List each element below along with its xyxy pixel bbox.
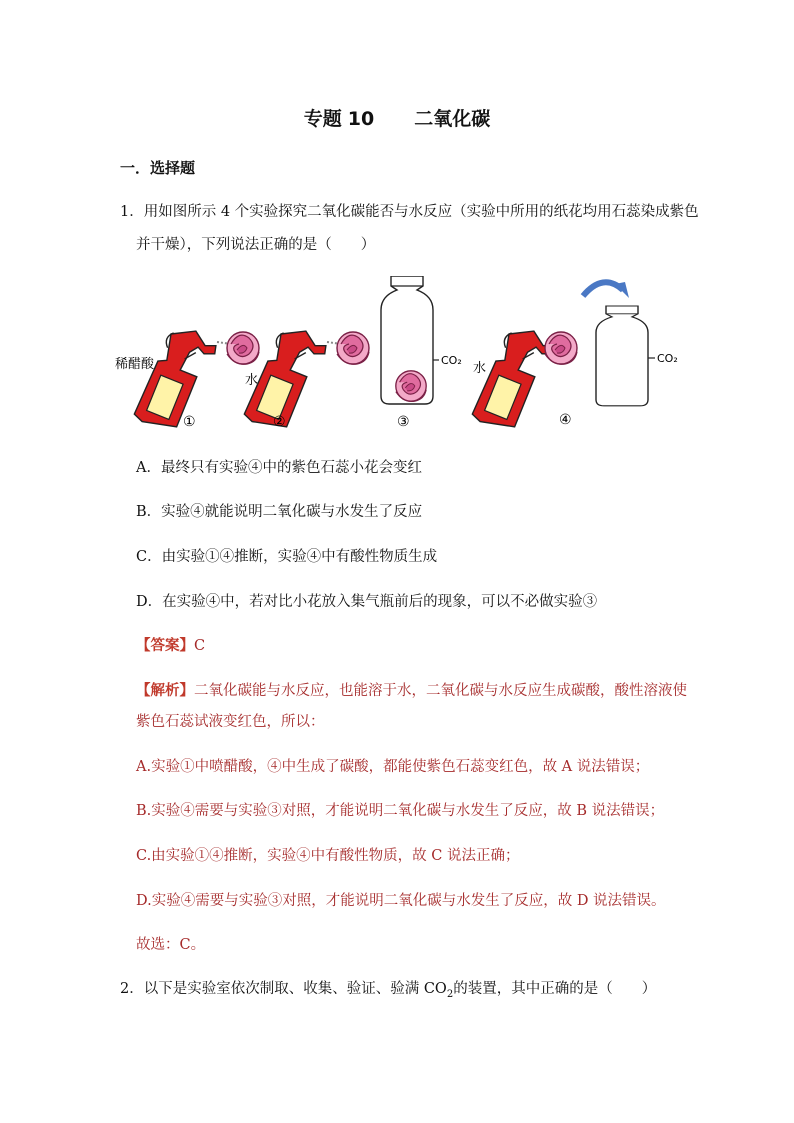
sprayer-water-2 — [471, 321, 558, 436]
analysis-line1 — [136, 681, 687, 701]
label-water-2: 水 — [473, 361, 487, 376]
fig-number-2: ② — [273, 414, 286, 430]
q2-stem-after: 的装置，其中正确的是（ ） — [453, 981, 657, 997]
label-vinegar: 稀醋酸 — [115, 357, 155, 372]
section-heading: 一．选择题 — [120, 159, 196, 177]
q1-stem-line1: 1．用如图所示 4 个实验探究二氧化碳能否与水反应（实验中所用的纸花均用石蕊染成紫色 — [120, 204, 699, 220]
page-title — [0, 104, 794, 131]
curved-arrow-icon — [583, 282, 629, 298]
flower-1 — [227, 332, 259, 364]
analysis-label: 【解析】 — [136, 682, 194, 699]
option-a: A．最终只有实验④中的紫色石蕊小花会变红 — [136, 460, 422, 476]
analysis-line2: 紫色石蕊试液变红色，所以： — [136, 714, 325, 730]
answer-label: 【答案】 — [136, 637, 194, 654]
explain-a: A.实验①中喷醋酸，④中生成了碳酸，都能使紫色石蕊变红色，故 A 说法错误； — [136, 759, 650, 775]
title-prefix: 专题 — [303, 108, 342, 130]
fig-number-1: ① — [183, 414, 196, 430]
option-c: C．由实验①④推断，实验④中有酸性物质生成 — [136, 549, 438, 565]
option-b: B．实验④就能说明二氧化碳与水发生了反应 — [136, 504, 423, 520]
conclusion: 故选：C。 — [136, 937, 206, 953]
answer-value: C — [194, 638, 206, 654]
q1-stem-line2: 并干燥），下列说法正确的是（ ） — [136, 237, 376, 253]
title-name: 二氧化碳 — [414, 108, 491, 130]
label-co2-a: CO₂ — [441, 354, 462, 367]
q2-stem-before: 2．以下是实验室依次制取、收集、验证、验满 CO — [120, 981, 447, 997]
explain-c: C.由实验①④推断，实验④中有酸性物质，故 C 说法正确； — [136, 848, 520, 864]
title-number: 10 — [347, 108, 375, 130]
jar-with-flower — [381, 276, 433, 404]
answer-line — [136, 636, 205, 656]
analysis-text-1: 二氧化碳能与水反应，也能溶于水，二氧化碳与水反应生成碳酸，酸性溶液使 — [194, 683, 687, 699]
q2-stem — [120, 979, 656, 1005]
label-co2-b: CO₂ — [657, 352, 678, 365]
option-d: D．在实验④中，若对比小花放入集气瓶前后的现象，可以不必做实验③ — [136, 594, 598, 610]
q2-stem-sub: 2 — [446, 988, 454, 1000]
explain-d: D.实验④需要与实验③对照，才能说明二氧化碳与水发生了反应，故 D 说法错误。 — [136, 893, 666, 909]
fig-number-4: ④ — [559, 412, 572, 428]
label-water-1: 水 — [245, 373, 259, 388]
fig-number-3: ③ — [397, 414, 410, 430]
explain-b: B.实验④需要与实验③对照，才能说明二氧化碳与水发生了反应，故 B 说法错误； — [136, 803, 665, 819]
flower-2 — [337, 332, 369, 364]
flower-4 — [545, 332, 577, 364]
sprayer-vinegar — [133, 321, 220, 436]
experiment-figure — [115, 276, 705, 436]
jar-empty — [596, 306, 648, 406]
